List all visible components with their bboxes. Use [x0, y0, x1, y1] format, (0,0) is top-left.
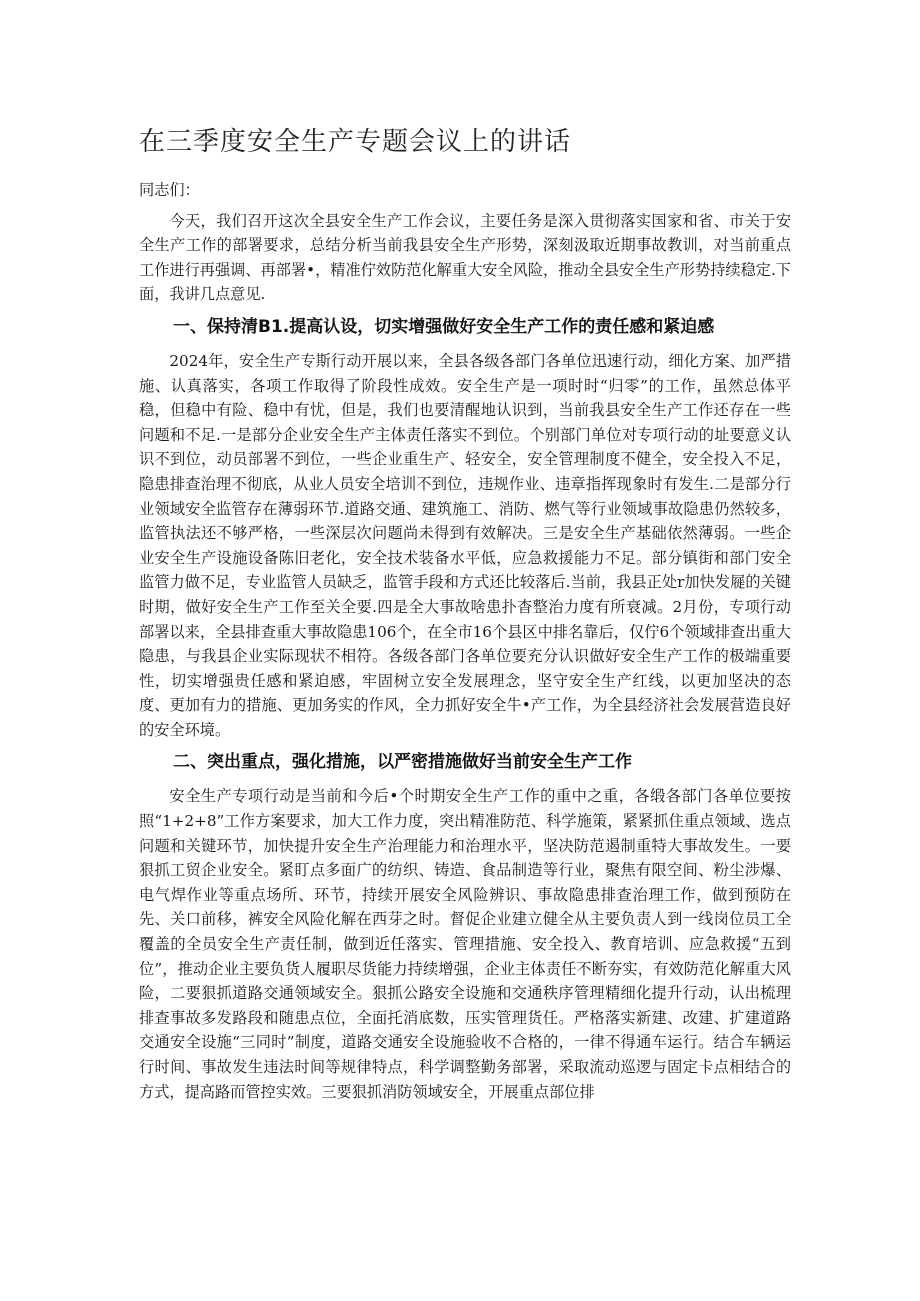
- salutation: 同志们：: [139, 181, 200, 199]
- intro-paragraph: 今天，我们召开这次全县安全生产工作会议，主要任务是深入贯彻落实国家和省、市关于安全生产工作的部署要求，总结分析当前我县安全生产形势，深刻汲取近期事故教训，对当前重点工作进行再强调、再部署•，精准佇效防范化解重大安全风险，推动全县安全生产形势持续稳定.下面，我讲几点意见.: [139, 211, 791, 304]
- section-body-2: 安全生产专项行动是当前和今后•个时期安全生产工作的重中之重，各缎各部门各单位要按照“1+2+8”工作方案要求，加大工作力度，突出精准防范、科学施策，紧紧抓住重点领域、选点问题和关键环节，加快提升安全生产治理能力和治理水平，坚决防范遏制重特大事故发生。一要狠抓工贸企业安全。紧盯点多面广的纺织、铸造、食品制造等行业，聚焦有限空间、粉尘涉爆、电气焊作业等重点场所、环节，持续开展安全风险辨识、事故隐患排查治理工作，做到预防在先、关口前移，裤安全风险化解在西芽之时。督促企业建立健全从主要负责人到一线岗位员工全覆盖的全员安全生产责任制，做到近任落实、管理措施、安全投入、教育培训、应急救援“五到位”，推动企业主要负货人履职尽货能力持续增强，企业主体责任不断夯实，有效防范化解重大风险，二要狠抓道路交通领域安全。狠抓公路安全设施和交通秩序管理精细化提升行动，认出梳理排查事故多发路段和随患点位，全面托消底数，压实管理货任。严格落实新建、改建、扩建道路交通安全设施“三同时”制度，道路交通安全设施验收不合格的，一律不得通车运行。结合车辆运行时间、事故发生违法时间等规律特点，科学调整勤务部署，采取流动巡逻与固定卡点相结合的方式，提高路而管控实效。三要狠抓消防领域安全，开展重点部位排: [139, 787, 791, 1101]
- document-title: 在三季度安全生产专题会议上的讲话: [139, 127, 572, 157]
- section-body-1: 2024年，安全生产专斯行动开展以来，全县各级各部门各单位迅速行动，细化方案、加严措施、认真落实，各项工作取得了阶段性成效。安全生产是一项时时“归零”的工作，虽然总体平稳，但稳中有险、稳中有忧，但是，我们也要清醒地认识到，当前我县安全生产工作还存在一些问题和不足.一是部分企业安全生产主体责任落实不到位。个别部门单位对专项行动的址要意义认识不到位，动员部署不到位，一些企业重生产、轻安全，安全管理制度不健全，安全投入不足，隐患排查治理不彻底，从业人员安全培训不到位，违规作业、违章指挥现象时有发生.二是部分行业领域安全监管存在薄弱环节.道路交通、建筑施工、消防、燃气等行业领域事故隐患仍然较多，监管执法还不够严格，一些深层次问题尚未得到有效解决。三是安全生产基础依然薄弱。一些企业安全生产设施设备陈旧老化，安全技术装备水平低，应急救援能力不足。部分镇街和部门安全监管力做不足，专业监管人员缺乏，监管手段和方式还比较落后.当前，我县正处r加快发屣的关键时期，做好安全生产工作至关全要.四是全大事故啥患扑杳整治力度有所衰减。2月份，专项行动部署以来，全县排查重大事故隐患106个，在全市16个县区中排名靠后，仅佇6个领域排查出重大隐患，与我县企业实际现状不相符。各级各部门各单位要充分认识做好安全生产工作的极端重要性，切实增强贵任感和紧迫感，牢固树立安全发展理念，坚守安全生产红线，以更加坚决的态度、更加有力的措施、更加务实的作风，全力抓好安全牛•产工作，为全县经济社会发展营造良好的安全环境。: [139, 351, 791, 739]
- section-heading-2: 二、突出重点，强化措施，以严密措施做好当前安全生产工作: [173, 752, 632, 773]
- section-heading-1: 一、保持清B1.提高认设，切实增强做好安全生产工作的责任感和紧迫感: [173, 316, 715, 337]
- document-body: [139, 178, 791, 1104]
